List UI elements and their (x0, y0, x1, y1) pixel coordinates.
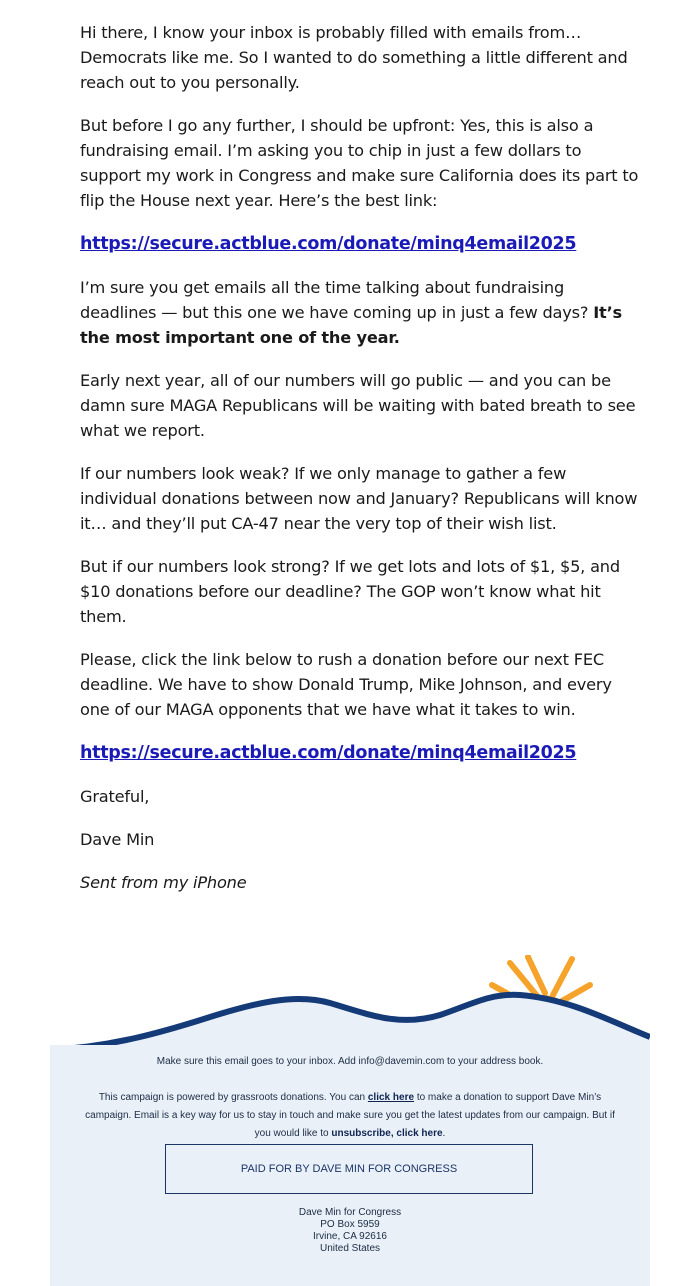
deadline-text: I’m sure you get emails all the time talking about fundraising deadlines — but this one we have coming up in just a few days? (80, 278, 589, 322)
sunrise-wave-graphic (50, 955, 650, 1055)
address-country: United States (319, 1243, 381, 1254)
paragraph-intro: Hi there, I know your inbox is probably filled with emails from… Democrats like me. So I wanted to do something a little different and reach out to you personally. (80, 23, 628, 92)
grassroots-note: This campaign is powered by grassroots donations. You can click here to make a donation to support Dave Min’s campaign. Email is a key way for us to stay in touch and make sure you get the latest updates from our campaign. But if you would like to unsubscribe, click here. (85, 1092, 615, 1139)
closing: Grateful, (80, 787, 150, 806)
donate-click-here-link[interactable]: click here (367, 1092, 415, 1103)
paid-for-disclaimer: PAID FOR BY DAVE MIN FOR CONGRESS (165, 1144, 533, 1194)
donate-link-paragraph-1 (80, 231, 640, 257)
inbox-note: Make sure this email goes to your inbox. Add info@davemin.com to your address book. (156, 1056, 544, 1067)
sent-from-note: Sent from my iPhone (80, 873, 247, 892)
email-footer (50, 955, 650, 1286)
donate-link-2[interactable]: https://secure.actblue.com/donate/minq4email2025 (80, 743, 577, 763)
address-city: Irvine, CA 92616 (313, 1231, 387, 1242)
unsubscribe-link[interactable]: unsubscribe, click here (331, 1128, 443, 1139)
signature: Dave Min (80, 830, 155, 849)
mailing-address (50, 1207, 650, 1255)
paragraph-numbers-strong: But if our numbers look strong? If we get lots and lots of $1, $5, and $10 donations before our deadline? The GOP won’t know what hit them. (80, 557, 620, 626)
paragraph-fundraising: But before I go any further, I should be upfront: Yes, this is also a fundraising email. I’m asking you to chip in just a few dollars to support my work in Congress and make sure California does its part to flip the House next year. Here’s the best link: (80, 116, 639, 210)
paragraph-deadline (80, 275, 640, 350)
paragraph-numbers-public: Early next year, all of our numbers will go public — and you can be damn sure MAGA Republicans will be waiting with bated breath to see what we report. (80, 371, 636, 440)
deadline-emphasis: It’s the most important one of the year. (80, 303, 622, 347)
paragraph-call-to-action: Please, click the link below to rush a donation before our next FEC deadline. We have to show Donald Trump, Mike Johnson, and every one of our MAGA opponents that we have what it takes to win. (80, 650, 612, 719)
email-body (80, 0, 640, 913)
donate-link-1[interactable]: https://secure.actblue.com/donate/minq4email2025 (80, 234, 577, 254)
donate-link-paragraph-2 (80, 740, 640, 766)
paragraph-numbers-weak: If our numbers look weak? If we only manage to gather a few individual donations between now and January? Republicans will know it… and they’ll put CA-47 near the very top of their wish list. (80, 464, 638, 533)
address-po-box: PO Box 5959 (320, 1219, 380, 1230)
address-name: Dave Min for Congress (298, 1207, 402, 1218)
